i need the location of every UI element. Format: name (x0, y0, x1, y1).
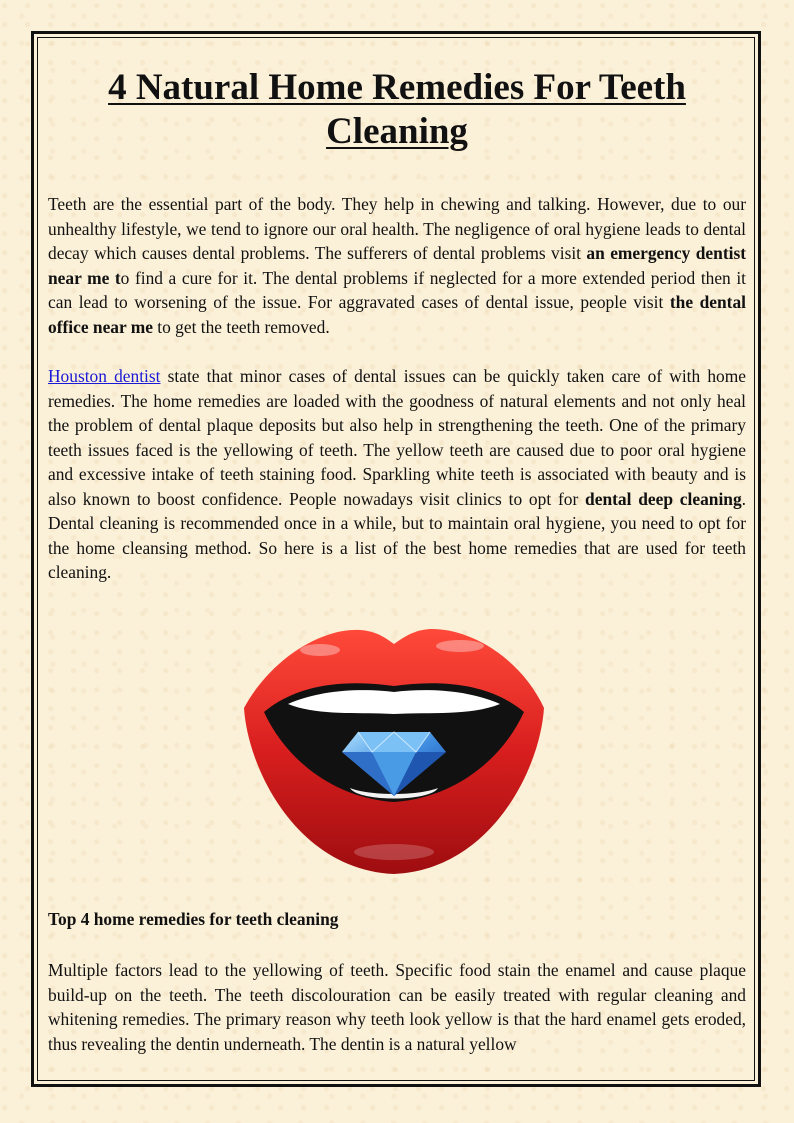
remedies-heading: Top 4 home remedies for teeth cleaning (48, 909, 339, 929)
lips-diamond-illustration (240, 620, 548, 878)
houston-dentist-link[interactable]: Houston dentist (48, 366, 161, 386)
intro-paragraph (48, 192, 746, 339)
deep-cleaning-phrase: dental deep cleaning (585, 488, 742, 509)
page-title: 4 Natural Home Remedies For Teeth Cleaning (108, 67, 686, 152)
dental-office-phrase: the dental office near me (48, 292, 746, 337)
second-text-2: . Dental cleaning is recommended once in a while, but to maintain oral hygiene, you need to opt for the home cleansing method. So here is a list of the best home remedies that are used for teeth cleaning. (48, 488, 747, 582)
third-paragraph: Multiple factors lead to the yellowing of teeth. Specific food stain the enamel and cause plaque build-up on the teeth. The teeth discolouration can be easily treated with regular cleaning and whitening remedies. The primary reason why teeth look yellow is that the hard enamel gets eroded, thus revealing the dentin underneath. The dentin is a natural yellow (48, 960, 746, 1054)
intro-text-3: to get the teeth removed. (152, 316, 330, 337)
second-text-1: state that minor cases of dental issues can be quickly taken care of with home remedies. The home remedies are loaded with the goodness of natural elements and not only heal the problem of dental plaque deposits but also help in strengthening the teeth. One of the primary teeth issues faced is the yellowing of teeth. The yellow teeth are caused due to poor oral hygiene and excessive intake of teeth staining food. Sparkling white teeth is associated with beauty and is also known to boost confidence. People nowadays visit clinics to opt for (48, 366, 746, 509)
intro-text-2: o find a cure for it. The dental problems if neglected for a more extended period then it can lead to worsening of the issue. For aggravated cases of dental issue, people visit (48, 267, 747, 312)
second-paragraph (48, 364, 746, 585)
intro-text-1: Teeth are the essential part of the body. They help in chewing and talking. However, due to our unhealthy lifestyle, we tend to ignore our oral health. The negligence of oral hygiene leads to dental decay which causes dental problems. The sufferers of dental problems visit (48, 194, 746, 263)
article-body (48, 66, 746, 585)
emergency-dentist-phrase: an emergency dentist near me t (48, 243, 746, 288)
